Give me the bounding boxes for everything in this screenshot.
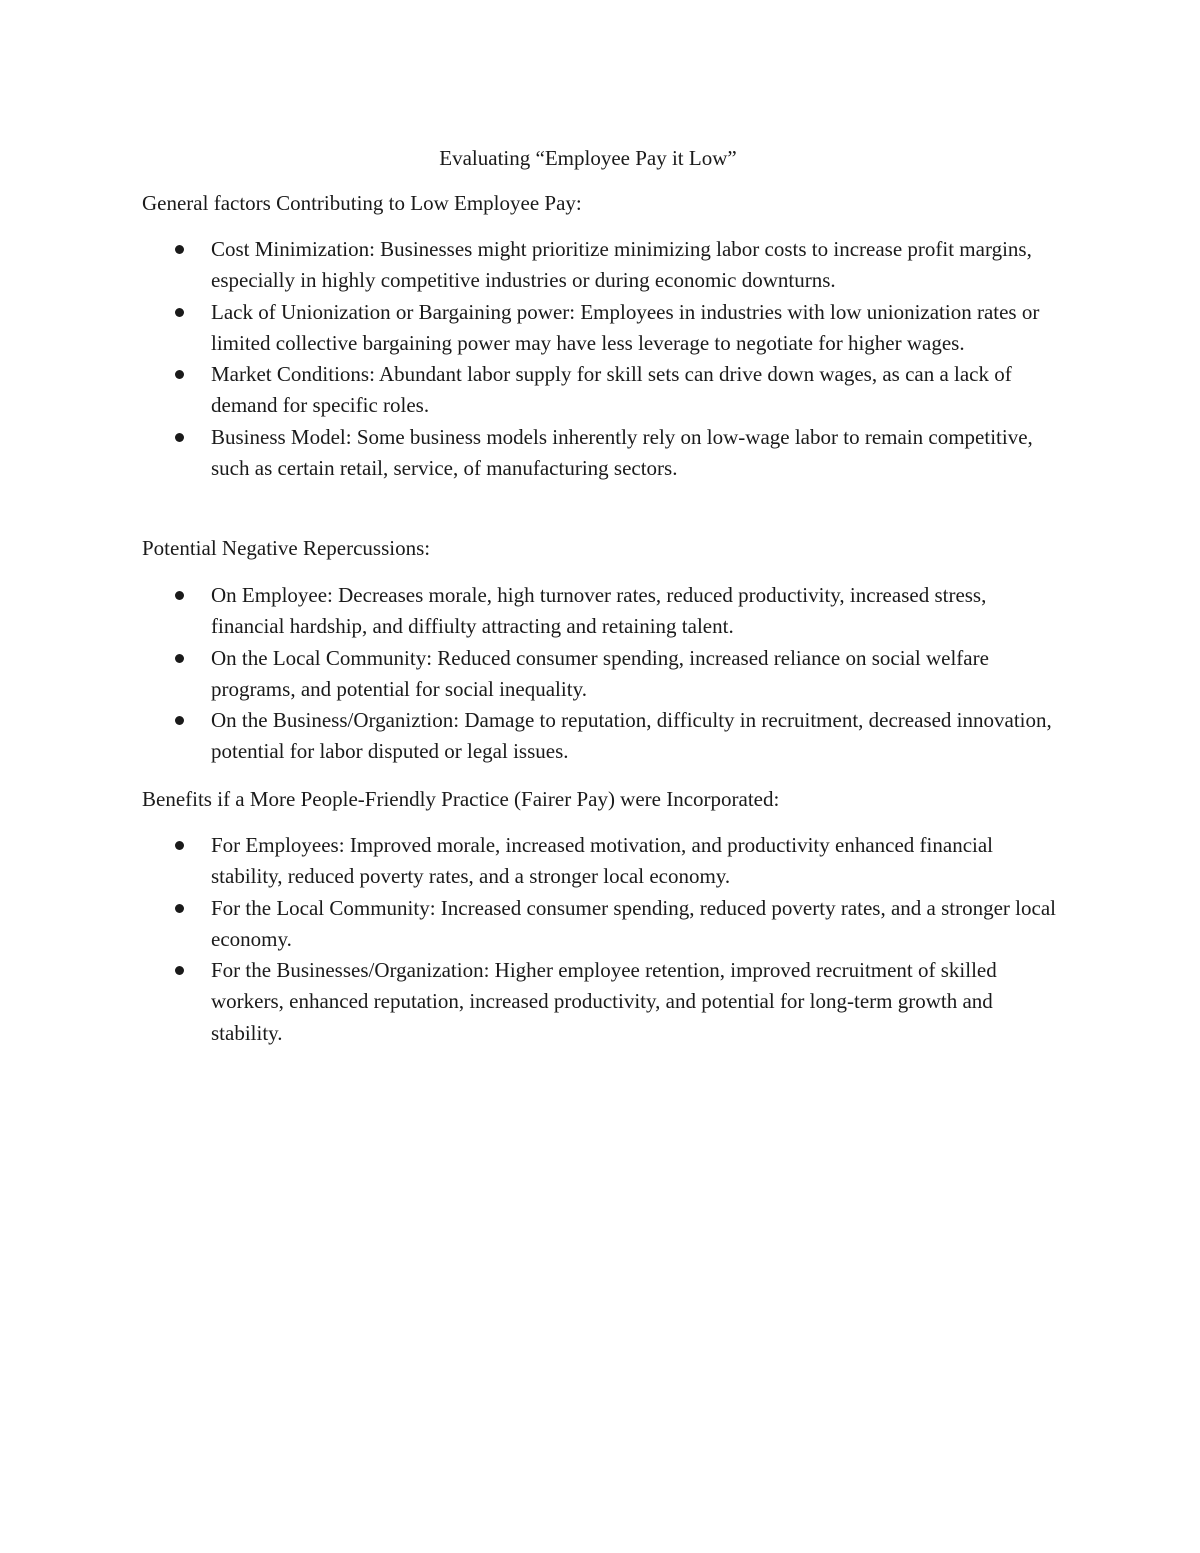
section-heading-repercussions: Potential Negative Repercussions: <box>142 536 431 560</box>
list-item <box>142 705 1062 768</box>
list-item <box>142 359 1062 422</box>
bullet-list-repercussions <box>142 580 1062 768</box>
list-item-text: Market Conditions: Abundant labor supply for skill sets can drive down wages, as can a lack of demand for specific roles. <box>211 362 1012 418</box>
list-item-text: Cost Minimization: Businesses might prioritize minimizing labor costs to increase profit margins, especially in highly competitive industries or during economic downturns. <box>211 237 1032 293</box>
document-title: Evaluating “Employee Pay it Low” <box>439 146 737 170</box>
bullet-icon <box>175 433 184 442</box>
bullet-icon <box>175 591 184 600</box>
bullet-icon <box>175 245 184 254</box>
bullet-icon <box>175 716 184 725</box>
bullet-icon <box>175 841 184 850</box>
bullet-icon <box>175 966 184 975</box>
list-item-text: On the Business/Organiztion: Damage to reputation, difficulty in recruitment, decreased innovation, potential for labor disputed or legal issues. <box>211 708 1052 764</box>
bullet-list-factors <box>142 234 1062 484</box>
list-item <box>142 643 1062 706</box>
section-heading-factors: General factors Contributing to Low Employee Pay: <box>142 191 582 215</box>
bullet-icon <box>175 308 184 317</box>
list-item-text: Lack of Unionization or Bargaining power: Employees in industries with low unionization rates or limited collective bargaining power may have less leverage to negotiate for higher wages. <box>211 299 1040 355</box>
list-item-text: For the Businesses/Organization: Higher employee retention, improved recruitment of skilled workers, enhanced reputation, increased productivity, and potential for long-term growth and stability. <box>211 958 997 1045</box>
list-item <box>142 422 1062 485</box>
list-item <box>142 234 1062 297</box>
list-item <box>142 893 1062 956</box>
list-item <box>142 297 1062 360</box>
bullet-list-benefits <box>142 830 1062 1049</box>
bullet-icon <box>175 654 184 663</box>
list-item <box>142 580 1062 643</box>
list-item-text: Business Model: Some business models inherently rely on low-wage labor to remain competitive, such as certain retail, service, of manufacturing sectors. <box>211 424 1033 481</box>
bullet-icon <box>175 904 184 913</box>
bullet-icon <box>175 370 184 379</box>
list-item-text: On Employee: Decreases morale, high turnover rates, reduced productivity, increased stress, financial hardship, and diffiulty attracting and retaining talent. <box>211 583 987 639</box>
list-item <box>142 830 1062 893</box>
list-item-text: For the Local Community: Increased consumer spending, reduced poverty rates, and a stronger local economy. <box>211 895 1056 951</box>
list-item-text: For Employees: Improved morale, increased motivation, and productivity enhanced financial stability, reduced poverty rates, and a stronger local economy. <box>211 833 994 889</box>
list-item <box>142 955 1062 1049</box>
section-heading-benefits: Benefits if a More People-Friendly Practice (Fairer Pay) were Incorporated: <box>142 787 780 811</box>
list-item-text: On the Local Community: Reduced consumer spending, increased reliance on social welfare programs, and potential for social inequality. <box>211 645 989 701</box>
